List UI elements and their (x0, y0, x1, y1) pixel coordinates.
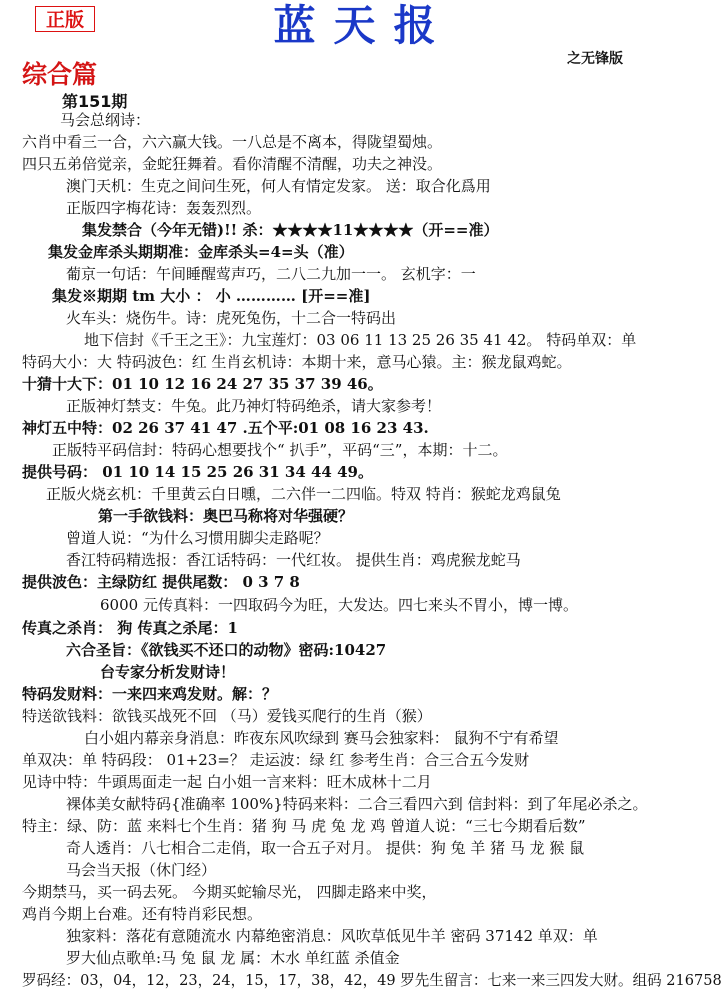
text-line: 集发金库杀头期期准：金库杀头=4=头（准） (48, 243, 354, 261)
text-line: 正版四字梅花诗：轰轰烈烈。 (66, 199, 262, 217)
text-line: 第一手欲钱料：奥巴马称将对华强硬？ (98, 507, 354, 525)
text-line: 裸体美女献特码{准确率 100%}特码来料：二合三看四六到 信封料：到了年尾必杀之。 (66, 795, 648, 813)
text-line: 火车头：烧伤牛。诗：虎死兔伤，十二合一特码出 (66, 309, 397, 327)
text-line: 提供波色：主绿防红 提供尾数： 0 3 7 8 (22, 573, 300, 591)
text-line: 马会当天报（休门经） (66, 861, 217, 879)
text-line: 正版火烧玄机：千里黄云白日曛，二六伴一二四临。特双 特肖：猴蛇龙鸡鼠兔 (46, 485, 561, 503)
text-line: 澳门天机：生克之间问生死，何人有情定发家。 送：取合化爲用 (66, 177, 491, 195)
text-line: 台专家分析发财诗！ (100, 663, 236, 681)
text-line: 十猜十大下：01 10 12 16 24 27 35 37 39 46。 (22, 375, 383, 393)
text-line: 鸡肖今期上台难。还有特肖彩民想。 (22, 905, 263, 923)
text-line: 马会总纲诗： (60, 111, 151, 129)
edition-label: 之无锋版 (567, 51, 623, 67)
newspaper-title: 蓝天报 (273, 1, 454, 50)
text-line: 罗码经：03，04，12，23，24，15，17，38，42，49 罗先生留言：七来一来三四发大财。组码 216758 (22, 971, 722, 989)
text-line: 单双决：单 特码段： 01+23=？ 走运波：绿 红 参考生肖：合三合五今发财 (22, 751, 530, 769)
text-line: 地下信封《千王之王》：九宝莲灯：03 06 11 13 25 26 35 41 42。 特码单双：单 (84, 331, 637, 349)
text-line: 曾道人说：“为什么习惯用脚尖走路呢？ (66, 529, 329, 547)
text-line: 六肖中看三一合，六六赢大钱。一八总是不离本，得陇望蜀烛。 (22, 133, 443, 151)
section-heading: 综合篇 (22, 60, 98, 89)
text-line: 白小姐内幕亲身消息：昨夜东风吹绿到 赛马会独家料： 鼠狗不宁有希望 (84, 729, 559, 747)
text-line: 6000 元传真料：一四取码今为旺，大发达。四七来头不胃小，博一博。 (100, 596, 578, 614)
text-line: 独家料：落花有意随流水 内幕绝密消息：风吹草低见牛羊 密码 37142 单双：单 (66, 927, 598, 945)
text-line: 四只五弟倍觉亲，金蛇狂舞着。看你清醒不清醒，功夫之神没。 (22, 155, 443, 173)
text-line: 神灯五中特：02 26 37 41 47 .五个平:01 08 16 23 43. (22, 419, 429, 437)
text-line: 特码发财料：一来四来鸡发财。解：？ (22, 685, 278, 703)
text-line: 特码大小：大 特码波色：红 生肖玄机诗：本期十来，意马心猿。主：猴龙鼠鸡蛇。 (22, 353, 572, 371)
text-line: 特主：绿、防：蓝 来料七个生肖：猪 狗 马 虎 兔 龙 鸡 曾道人说：“三七今期看后数” (22, 817, 586, 835)
text-line: 正版神灯禁支：牛兔。此乃神灯特码绝杀，请大家参考！ (66, 397, 442, 415)
text-line: 葡京一句话：午间睡醒莺声巧，二八二九加一一。 玄机字：一 (66, 265, 476, 283)
text-line: 特送欲钱料：欲钱买战死不回 （马）爱钱买爬行的生肖（猴） (22, 707, 432, 725)
text-line: 提供号码： 01 10 14 15 25 26 31 34 44 49。 (22, 463, 373, 481)
text-line: 正版特平码信封：特码心想要找个“ 扒手”，平码“三”，本期：十二。 (52, 441, 508, 459)
text-line: 今期禁马，买一码去死。 今期买蛇输尽光， 四脚走路来中奖， (22, 883, 437, 901)
text-line: 见诗中特：牛頭馬面走一起 白小姐一言来料：旺木成林十二月 (22, 773, 432, 791)
text-line: 奇人透肖：八七相合二走俏，取一合五子对月。 提供：狗 兔 羊 猪 马 龙 猴 鼠 (66, 839, 585, 857)
text-line: 罗大仙点歌单:马 兔 鼠 龙 属：木水 单红蓝 杀值金 (66, 949, 400, 967)
text-line: 六合圣旨：《欲钱买不还口的动物》密码:10427 (66, 641, 387, 659)
text-line: 集发※期期 tm 大小 ： 小 ………… [开==准] (52, 287, 371, 305)
issue-number: 第151期 (62, 92, 128, 111)
official-version-badge: 正版 (35, 6, 95, 32)
text-line: 香江特码精选报：香江话特码：一代红妆。 提供生肖：鸡虎猴龙蛇马 (66, 551, 521, 569)
text-line: 传真之杀肖： 狗 传真之杀尾：1 (22, 619, 238, 637)
text-line: 集发禁合（今年无错)!! 杀：★★★★11★★★★（开==准） (82, 221, 499, 239)
